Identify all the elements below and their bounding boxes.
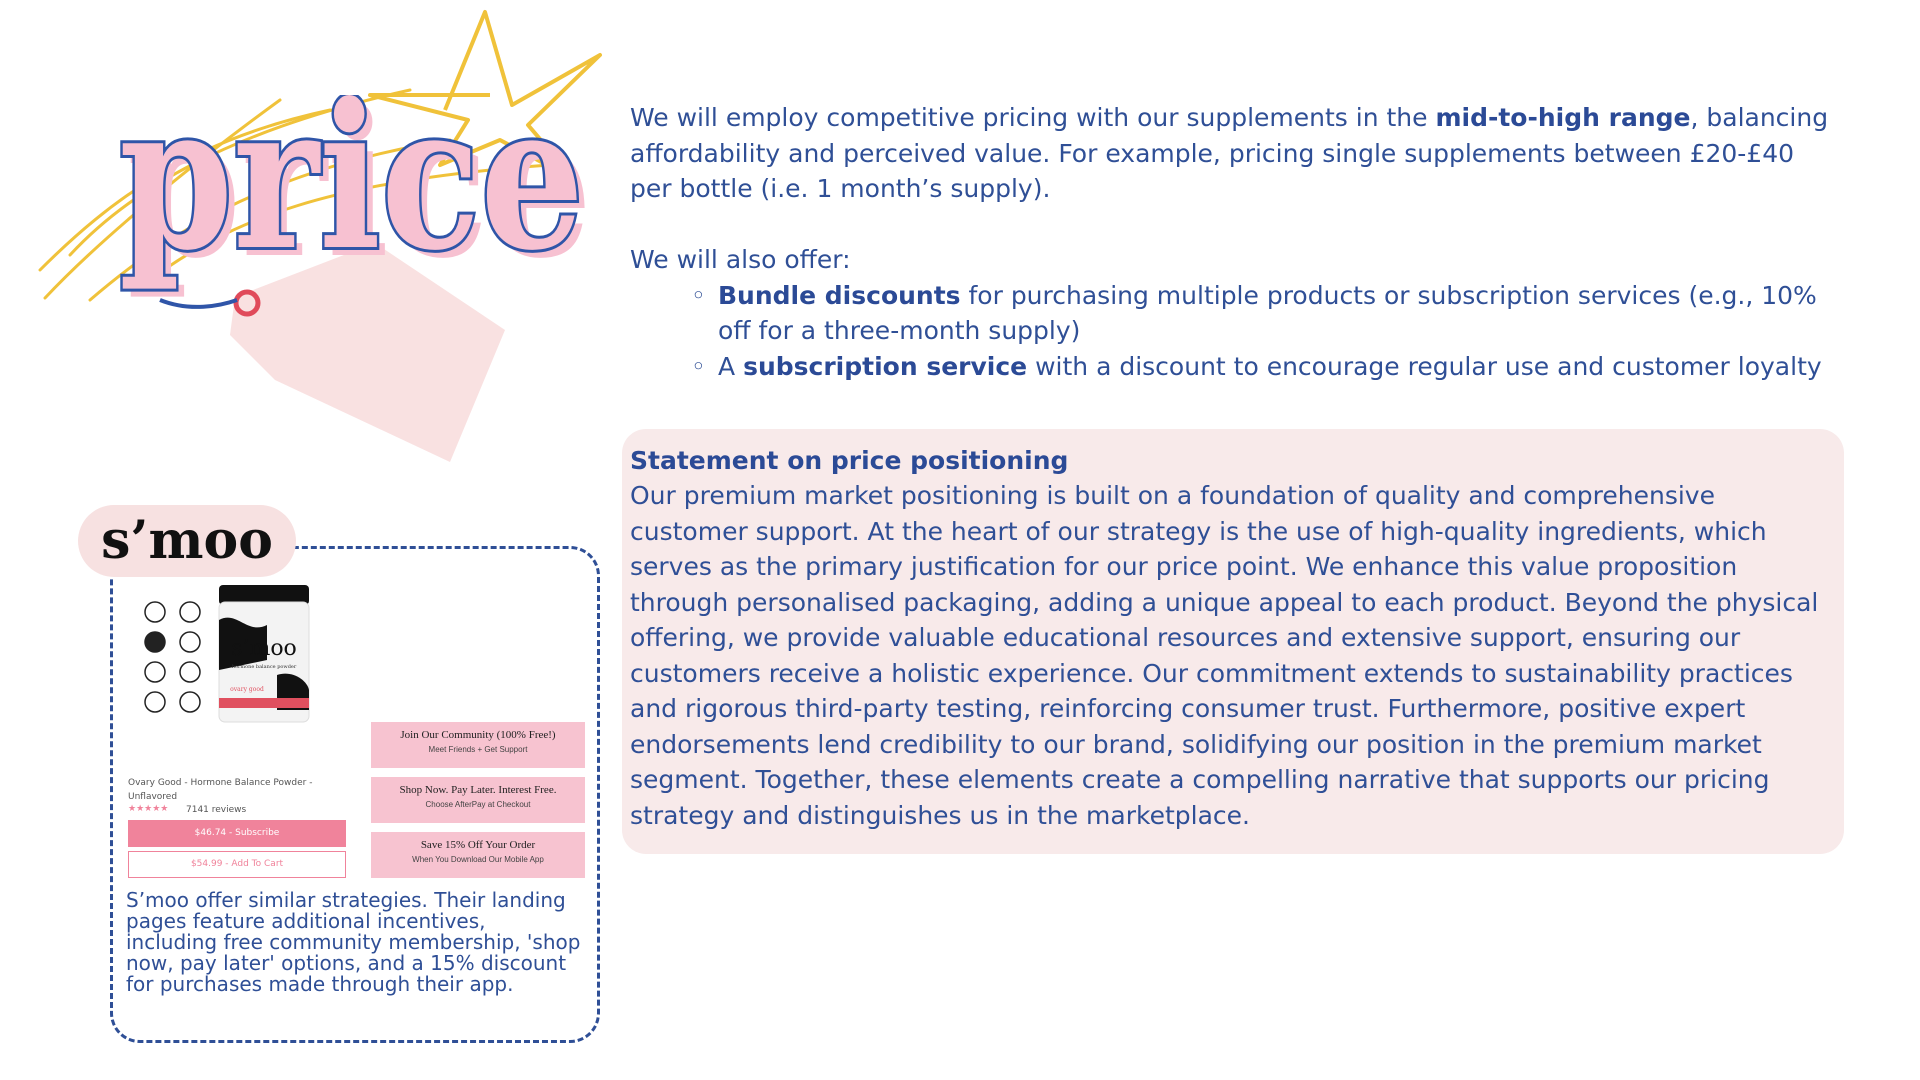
offer-highlight: Bundle discounts xyxy=(718,280,961,310)
promo-title: Join Our Community (100% Free!) xyxy=(400,729,556,741)
pricing-range-highlight: mid-to-high range xyxy=(1435,103,1691,132)
subscribe-button[interactable]: $46.74 - Subscribe xyxy=(128,820,346,847)
promo-title: Save 15% Off Your Order xyxy=(420,839,536,851)
pricing-intro xyxy=(630,100,1830,384)
page-title-shadow: price xyxy=(127,95,592,303)
promo-subtitle: Choose AfterPay at Checkout xyxy=(425,800,531,809)
promo-subtitle: Meet Friends + Get Support xyxy=(428,745,528,754)
list-item xyxy=(630,349,1830,385)
badge-icons xyxy=(145,602,200,712)
offers-intro: We will also offer: xyxy=(630,245,851,274)
offer-text: for purchasing multiple products or subscription services (e.g., 10% off for a three-month supply) xyxy=(718,280,1817,345)
product-title: Ovary Good - Hormone Balance Powder - Unflavored xyxy=(128,778,313,802)
jar-brand: s’moo xyxy=(231,636,297,661)
add-to-cart-button[interactable]: $54.99 - Add To Cart xyxy=(128,851,346,878)
offer-prefix: A xyxy=(718,351,744,381)
jar-subtitle: hormone balance powder xyxy=(231,664,297,670)
promo-subtitle: When You Download Our Mobile App xyxy=(412,855,544,864)
page-title xyxy=(115,95,605,320)
jar-flavor: ovary good xyxy=(230,686,264,693)
offer-highlight: subscription service xyxy=(743,351,1028,381)
offers-list xyxy=(630,278,1830,385)
competitor-brand-name: s’moo xyxy=(101,510,273,571)
statement-body: Our premium market positioning is built on a foundation of quality and comprehensive customer support. At the heart of our strategy is the use of high-quality ingredients, which serves as the primary justification for our price point. We enhance this value proposition through personalised packaging, adding a unique appeal to each product. Beyond the physical offering, we provide valuable educational resources and extensive support, ensuring our customers receive a holistic experience. Our commitment extends to sustainability practices and rigorous third-party testing, reinforcing consumer trust. Furthermore, positive expert endorsements lend credibility to our brand, solidifying our position in the premium market segment. Together, these elements create a compelling narrative that supports our pricing strategy and distinguishes us in the marketplace. xyxy=(630,481,1819,830)
promo-banner-community[interactable] xyxy=(371,722,585,768)
promo-banner-app-discount[interactable] xyxy=(371,832,585,878)
promo-title: Shop Now. Pay Later. Interest Free. xyxy=(399,784,557,796)
pricing-text-continued: , balancing affordability and perceived value. For example, pricing single supplements between £20-£40 per bottle (i.e. 1 month’s supply). xyxy=(630,103,1829,203)
product-jar xyxy=(219,585,309,722)
offer-text: with a discount to encourage regular use and customer loyalty xyxy=(1027,351,1822,381)
pricing-paragraph xyxy=(630,100,1830,207)
pricing-text: We will employ competitive pricing with our supplements in the xyxy=(630,103,1436,132)
statement-heading: Statement on price positioning xyxy=(630,446,1069,475)
list-item xyxy=(630,278,1830,349)
promo-banner-afterpay[interactable] xyxy=(371,777,585,823)
rating-stars: ★★★★★ xyxy=(128,804,169,814)
competitor-note: S’moo offer similar strategies. Their landing pages feature additional incentives, including free community membership, 'shop now, pay later' options, and a 15% discount for purchases made through their app. xyxy=(126,888,581,996)
review-count: 7141 reviews xyxy=(186,805,247,815)
spacer xyxy=(630,207,1830,243)
page-title-text: price xyxy=(119,95,584,295)
